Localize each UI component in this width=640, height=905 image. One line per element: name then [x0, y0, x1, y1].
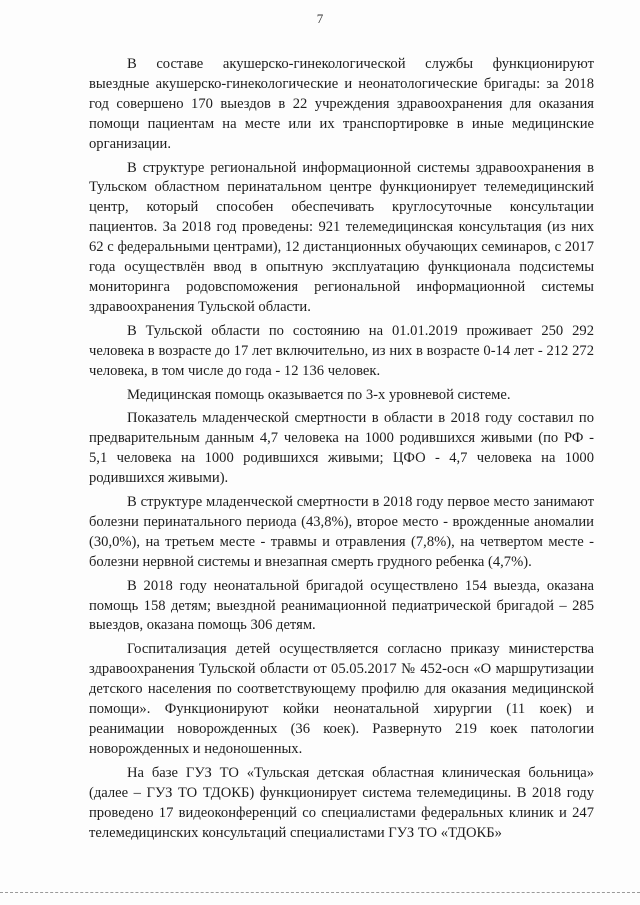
paragraph-1: В составе акушерско-гинекологической службы функционируют выездные акушерско-гинекологические и неонатологические бригады: за 2018 год совершено 170 выездов в 22 учреждения здравоохранения для оказания помощи пациентам на месте или их транспортировке в иные медицинские организации.: [89, 56, 594, 152]
paragraph-5: Показатель младенческой смертности в области в 2018 году составил по предварительным данным 4,7 человека на 1000 родившихся живыми (по РФ - 5,1 человека на 1000 родившихся живыми; ЦФО - 4,7 человека на 1000 родившихся живыми).: [89, 410, 594, 487]
page-number: 7: [316, 11, 324, 26]
paragraph-9: На базе ГУЗ ТО «Тульская детская областная клиническая больница» (далее – ГУЗ ТО ТДОКБ) функционирует система телемедицины. В 2018 году проведено 17 видеоконференций со специалистами федеральных клиник и 247 телемедицинских консультаций специалистами ГУЗ ТО «ТДОКБ»: [89, 764, 594, 841]
paragraph-2: В структуре региональной информационной системы здравоохранения в Тульском областном перинатальном центре функционирует телемедицинский центр, который способен обеспечивать круглосуточные консультации пациентов. За 2018 год проведены: 921 телемедицинская консультация (из них 62 с федеральными центрами), 12 дистанционных обучающих семинаров, с 2017 года осуществлён ввод в опытную эксплуатацию функционала подсистемы мониторинга родовспоможения региональной информационной системы здравоохранения Тульской области.: [89, 159, 594, 315]
paragraph-8: Госпитализация детей осуществляется согласно приказу министерства здравоохранения Тульской области от 05.05.2017 № 452-осн «О маршрутизации детского населения по соответствующему профилю для оказания медицинской помощи». Функционируют койки неонатальной хирургии (11 коек) и реанимации новорожденных (36 коек). Развернуто 219 коек патологии новорожденных и недоношенных.: [89, 641, 594, 757]
paragraph-4: Медицинская помощь оказывается по 3-х уровневой системе.: [127, 386, 511, 403]
paragraph-3: В Тульской области по состоянию на 01.01.2019 проживает 250 292 человека в возрасте до 17 лет включительно, из них в возрасте 0-14 лет - 212 272 человека, в том числе до года - 12 136 человек.: [89, 322, 594, 379]
paragraph-7: В 2018 году неонатальной бригадой осуществлено 154 выезда, оказана помощь 158 детям; выездной реанимационной педиатрической бригадой – 285 выездов, оказана помощь 306 детям.: [89, 577, 594, 634]
scan-artifact-line: [0, 892, 640, 894]
paragraph-6: В структуре младенческой смертности в 2018 году первое место занимают болезни перинатального периода (43,8%), второе место - врожденные аномалии (30,0%), на третьем месте - травмы и отравления (7,8%), на четвертом месте - болезни нервной системы и внезапная смерть грудного ребенка (4,7%).: [89, 494, 594, 570]
document-body: [89, 55, 594, 843]
